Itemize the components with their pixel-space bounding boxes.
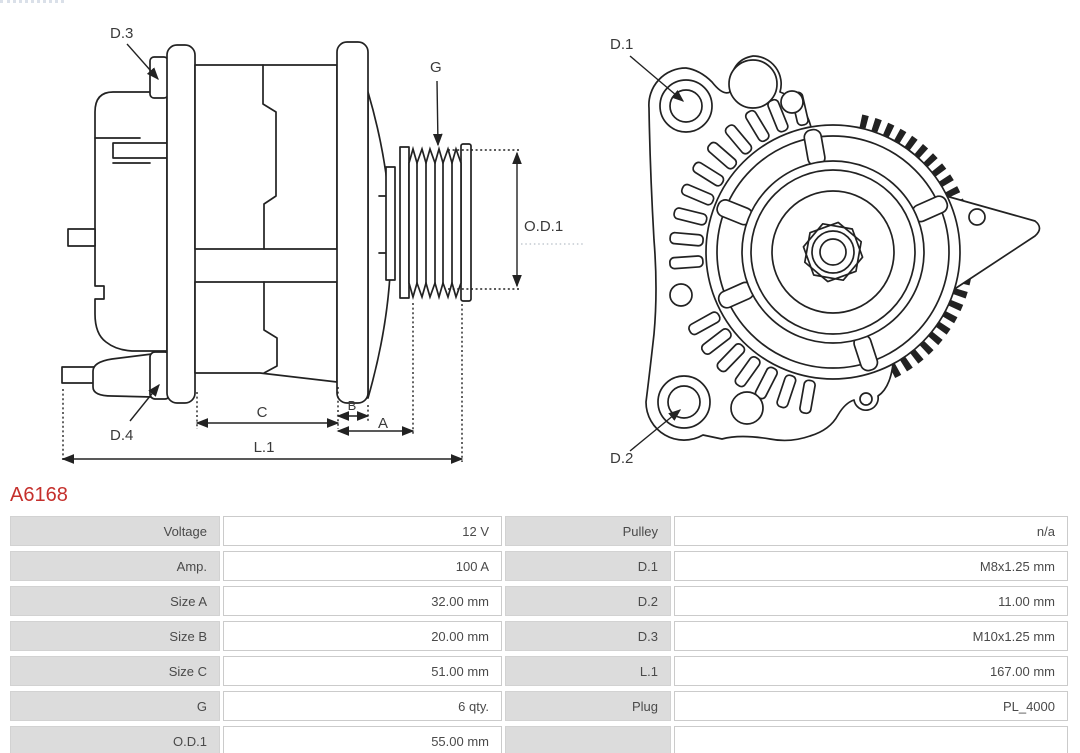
spec-label: D.2 [505, 586, 671, 616]
spec-label: G [10, 691, 220, 721]
shaft [386, 167, 395, 280]
leader-arrow-g [437, 81, 438, 145]
shaft-washer [812, 231, 854, 273]
spec-label [505, 726, 671, 753]
right-tab-hole [969, 209, 985, 225]
table-row [10, 726, 1068, 753]
spec-label: Amp. [10, 551, 220, 581]
front-view-diagram [590, 0, 1080, 480]
spec-label: L.1 [505, 656, 671, 686]
spec-value: 167.00 mm [674, 656, 1068, 686]
mounting-hole-d2 [668, 386, 700, 418]
spec-value: 12 V [223, 516, 502, 546]
spec-label: D.1 [505, 551, 671, 581]
spec-value: 51.00 mm [223, 656, 502, 686]
label-d2: D.2 [610, 450, 634, 467]
spec-label: Size C [10, 656, 220, 686]
mounting-ear-bottom [93, 352, 170, 399]
label-d4: D.4 [110, 427, 134, 444]
threaded-stud-upper [68, 229, 95, 246]
front-bracket-flange [337, 42, 368, 403]
label-od1: O.D.1 [524, 218, 564, 235]
spec-value: M8x1.25 mm [674, 551, 1068, 581]
label-a: A [378, 415, 389, 432]
rear-bracket-flange [167, 45, 195, 403]
spec-value: 32.00 mm [223, 586, 502, 616]
side-view-diagram [0, 0, 600, 480]
label-d1: D.1 [610, 36, 634, 53]
table-row [10, 551, 1068, 581]
spec-label: D.3 [505, 621, 671, 651]
label-b: B [347, 398, 357, 413]
bottom-hole [731, 392, 763, 424]
spec-value: 20.00 mm [223, 621, 502, 651]
spec-label: Pulley [505, 516, 671, 546]
spec-table [7, 511, 1071, 753]
spec-value: PL_4000 [674, 691, 1068, 721]
table-row [10, 656, 1068, 686]
spec-value: 100 A [223, 551, 502, 581]
small-lug-hole-bottom [860, 393, 872, 405]
small-hole-left [670, 284, 692, 306]
spec-label: Size B [10, 621, 220, 651]
spec-label: Voltage [10, 516, 220, 546]
pulley [400, 144, 471, 301]
label-g: G [430, 59, 442, 76]
stator-body [195, 65, 337, 382]
top-lug-hole [729, 60, 777, 108]
label-d3: D.3 [110, 25, 134, 42]
part-number-heading: A6168 [10, 484, 68, 506]
spec-value: 11.00 mm [674, 586, 1068, 616]
label-c: C [256, 404, 268, 421]
spec-label: Plug [505, 691, 671, 721]
rear-housing [95, 92, 167, 351]
threaded-stud-lower [62, 367, 95, 383]
spec-value [674, 726, 1068, 753]
spec-label: O.D.1 [10, 726, 220, 753]
mounting-ear-top [150, 57, 168, 98]
table-row [10, 516, 1068, 546]
spec-label: Size A [10, 586, 220, 616]
label-l1: L.1 [253, 439, 275, 456]
table-row [10, 691, 1068, 721]
small-hole-top [781, 91, 803, 113]
table-row [10, 586, 1068, 616]
dimension-c [197, 404, 338, 423]
spec-value: n/a [674, 516, 1068, 546]
spec-value: M10x1.25 mm [674, 621, 1068, 651]
dimension-a [338, 415, 413, 432]
table-row [10, 621, 1068, 651]
spec-value: 55.00 mm [223, 726, 502, 753]
spec-value: 6 qty. [223, 691, 502, 721]
